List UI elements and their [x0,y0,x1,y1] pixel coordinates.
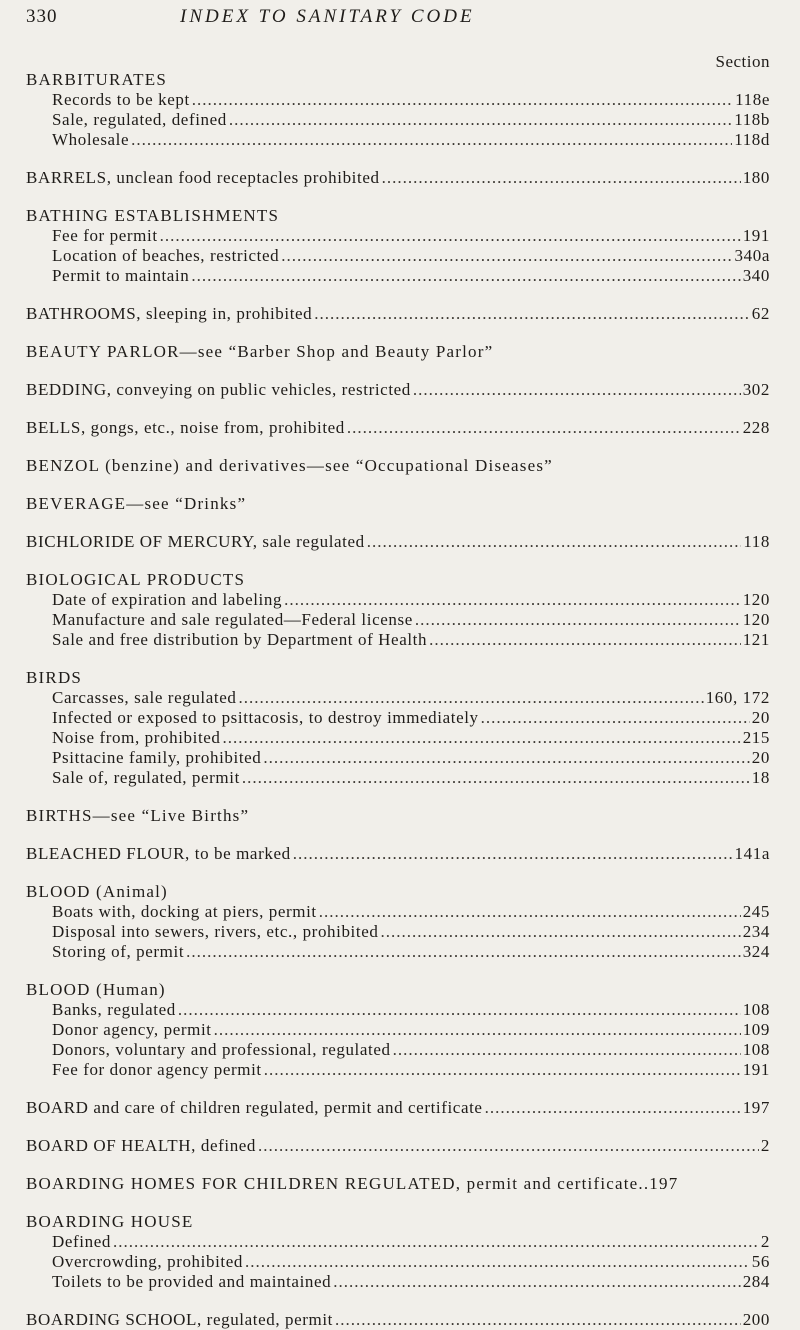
main-entry [26,844,770,864]
sub-entry [26,610,770,630]
dot-leader [229,110,732,130]
entry-heading: BARBITURATES [26,70,167,89]
sub-entry [26,1000,770,1020]
sub-entry [26,1040,770,1060]
entry-text: BOARD OF HEALTH, defined [26,1136,257,1155]
index-entry [26,882,770,962]
sub-entry [26,688,770,708]
dot-leader [413,380,741,400]
entry-heading: BIOLOGICAL PRODUCTS [26,570,246,589]
index-entry [26,532,770,552]
entry-text: Sale, regulated, defined [52,110,227,129]
sub-entry [26,590,770,610]
sub-entry [26,748,770,768]
sub-entry [26,130,770,150]
main-entry [26,168,770,188]
index-entry [26,1212,770,1292]
section-ref: 120 [742,610,770,629]
dot-leader [415,610,741,630]
section-ref: 197 [742,1098,770,1117]
entry-heading: BLOOD (Animal) [26,882,168,901]
sub-entry [26,1272,770,1292]
main-entry [26,380,770,400]
dot-leader [319,902,741,922]
dot-leader [242,768,750,788]
section-ref: 191 [742,1060,770,1079]
entry-text: Infected or exposed to psittacosis, to destroy immediately [52,708,479,727]
section-ref: 160, 172 [705,688,770,707]
entry-text: Storing of, permit [52,942,185,961]
entry-heading: BLOOD (Human) [26,980,166,999]
section-ref: 120 [742,590,770,609]
dot-leader [178,1000,741,1020]
index-entry [26,380,770,400]
entry-text: Records to be kept [52,90,190,109]
sub-entry [26,246,770,266]
sub-entry [26,630,770,650]
sub-entry [26,942,770,962]
entry-text: Toilets to be provided and maintained [52,1272,332,1291]
main-entry [26,1136,770,1156]
index-entry [26,1136,770,1156]
sub-entry [26,1060,770,1080]
dot-leader [281,246,732,266]
section-ref: 108 [742,1040,770,1059]
sub-entry [26,1020,770,1040]
entry-text: Wholesale [52,130,130,149]
section-ref: 324 [742,942,770,961]
dot-leader [186,942,741,962]
section-ref: 56 [751,1252,770,1271]
entry-text: BLEACHED FLOUR, to be marked [26,844,291,863]
main-entry [26,1098,770,1118]
index-entry [26,668,770,788]
sub-entry [26,708,770,728]
section-ref: 191 [742,226,770,245]
entry-text: BELLS, gongs, etc., noise from, prohibited [26,418,345,437]
index-entry [26,168,770,188]
sub-entry [26,922,770,942]
section-ref: 2 [760,1232,770,1251]
section-ref: 118e [735,90,770,109]
entry-text: Psittacine family, prohibited [52,748,262,767]
dot-leader [393,1040,741,1060]
entry-heading: BIRDS [26,668,83,687]
dot-leader [347,418,741,438]
dot-leader [263,748,749,768]
sub-entry [26,266,770,286]
index-entry [26,844,770,864]
section-ref: 340a [734,246,770,265]
section-ref: 234 [742,922,770,941]
section-ref: 118d [734,130,770,149]
sub-entry [26,1252,770,1272]
running-title: INDEX TO SANITARY CODE [180,6,475,27]
dot-leader [333,1272,740,1292]
sub-entry [26,226,770,246]
entry-heading: BOARDING HOMES FOR CHILDREN REGULATED, permit and certificate..197 [26,1174,679,1193]
index-entry [26,806,770,826]
section-ref: 340 [742,266,770,285]
section-ref: 284 [742,1272,770,1291]
entry-text: BOARDING SCHOOL, regulated, permit [26,1310,334,1329]
index-entry [26,1174,770,1194]
main-entry [26,418,770,438]
entry-text: Defined [52,1232,111,1251]
dot-leader [238,688,703,708]
entry-heading: BIRTHS—see “Live Births” [26,806,250,825]
entry-text: BOARD and care of children regulated, permit and certificate [26,1098,483,1117]
entry-text: Permit to maintain [52,266,190,285]
index-entry [26,980,770,1080]
section-ref: 180 [742,168,770,187]
entry-text: Fee for permit [52,226,158,245]
dot-leader [293,844,733,864]
entry-text: Noise from, prohibited [52,728,221,747]
section-column-label: Section [715,52,770,71]
entry-text: Boats with, docking at piers, permit [52,902,317,921]
entry-text: BEDDING, conveying on public vehicles, restricted [26,380,411,399]
dot-leader [335,1310,741,1330]
section-ref: 18 [751,768,770,787]
index-entry [26,1098,770,1118]
entry-text: Banks, regulated [52,1000,176,1019]
sub-entry [26,768,770,788]
section-ref: 215 [742,728,770,747]
sub-entry [26,110,770,130]
main-entry [26,532,770,552]
dot-leader [367,532,742,552]
dot-leader [191,266,740,286]
section-ref: 121 [742,630,770,649]
dot-leader [258,1136,759,1156]
section-ref: 109 [742,1020,770,1039]
dot-leader [429,630,741,650]
dot-leader [481,708,750,728]
dot-leader [245,1252,750,1272]
dot-leader [485,1098,741,1118]
entry-text: Donors, voluntary and professional, regulated [52,1040,391,1059]
entry-text: Sale and free distribution by Department of Health [52,630,428,649]
index-entry [26,1310,770,1330]
dot-leader [284,590,741,610]
index-entry [26,570,770,650]
index-entry [26,418,770,438]
main-entry [26,304,770,324]
entry-heading: BEVERAGE—see “Drinks” [26,494,247,513]
entry-heading: BENZOL (benzine) and derivatives—see “Occupational Diseases” [26,456,553,475]
entry-text: Sale of, regulated, permit [52,768,240,787]
section-ref: 20 [751,748,770,767]
dot-leader [314,304,750,324]
entry-text: BICHLORIDE OF MERCURY, sale regulated [26,532,365,551]
dot-leader [113,1232,759,1252]
section-ref: 108 [742,1000,770,1019]
entry-heading: BEAUTY PARLOR—see “Barber Shop and Beauty Parlor” [26,342,494,361]
entry-text: Fee for donor agency permit [52,1060,262,1079]
section-ref: 2 [760,1136,770,1155]
entry-text: Date of expiration and labeling [52,590,283,609]
dot-leader [131,130,732,150]
section-ref: 200 [742,1310,770,1329]
section-ref: 20 [751,708,770,727]
entry-heading: BOARDING HOUSE [26,1212,194,1231]
sub-entry [26,902,770,922]
index-entry [26,70,770,150]
entry-text: BARRELS, unclean food receptacles prohibited [26,168,380,187]
dot-leader [214,1020,741,1040]
sub-entry [26,1232,770,1252]
entry-text: BATHROOMS, sleeping in, prohibited [26,304,313,323]
index-entry [26,304,770,324]
section-ref: 141a [734,844,770,863]
entry-text: Location of beaches, restricted [52,246,280,265]
section-ref: 302 [742,380,770,399]
section-ref: 118b [734,110,770,129]
section-ref: 62 [751,304,770,323]
section-ref: 228 [742,418,770,437]
dot-leader [160,226,741,246]
sub-entry [26,90,770,110]
index-entry [26,494,770,514]
dot-leader [380,922,740,942]
entry-text: Carcasses, sale regulated [52,688,237,707]
entry-text: Overcrowding, prohibited [52,1252,243,1271]
section-ref: 118 [743,532,770,551]
index-entries [26,68,770,1330]
dot-leader [382,168,741,188]
entry-heading: BATHING ESTABLISHMENTS [26,206,280,225]
entry-text: Donor agency, permit [52,1020,212,1039]
sub-entry [26,728,770,748]
index-entry [26,206,770,286]
dot-leader [264,1060,741,1080]
entry-text: Manufacture and sale regulated—Federal license [52,610,413,629]
dot-leader [223,728,741,748]
entry-text: Disposal into sewers, rivers, etc., prohibited [52,922,379,941]
index-entry [26,342,770,362]
section-ref: 245 [742,902,770,921]
index-entry [26,456,770,476]
main-entry [26,1310,770,1330]
page-number: 330 [26,6,58,27]
dot-leader [192,90,733,110]
